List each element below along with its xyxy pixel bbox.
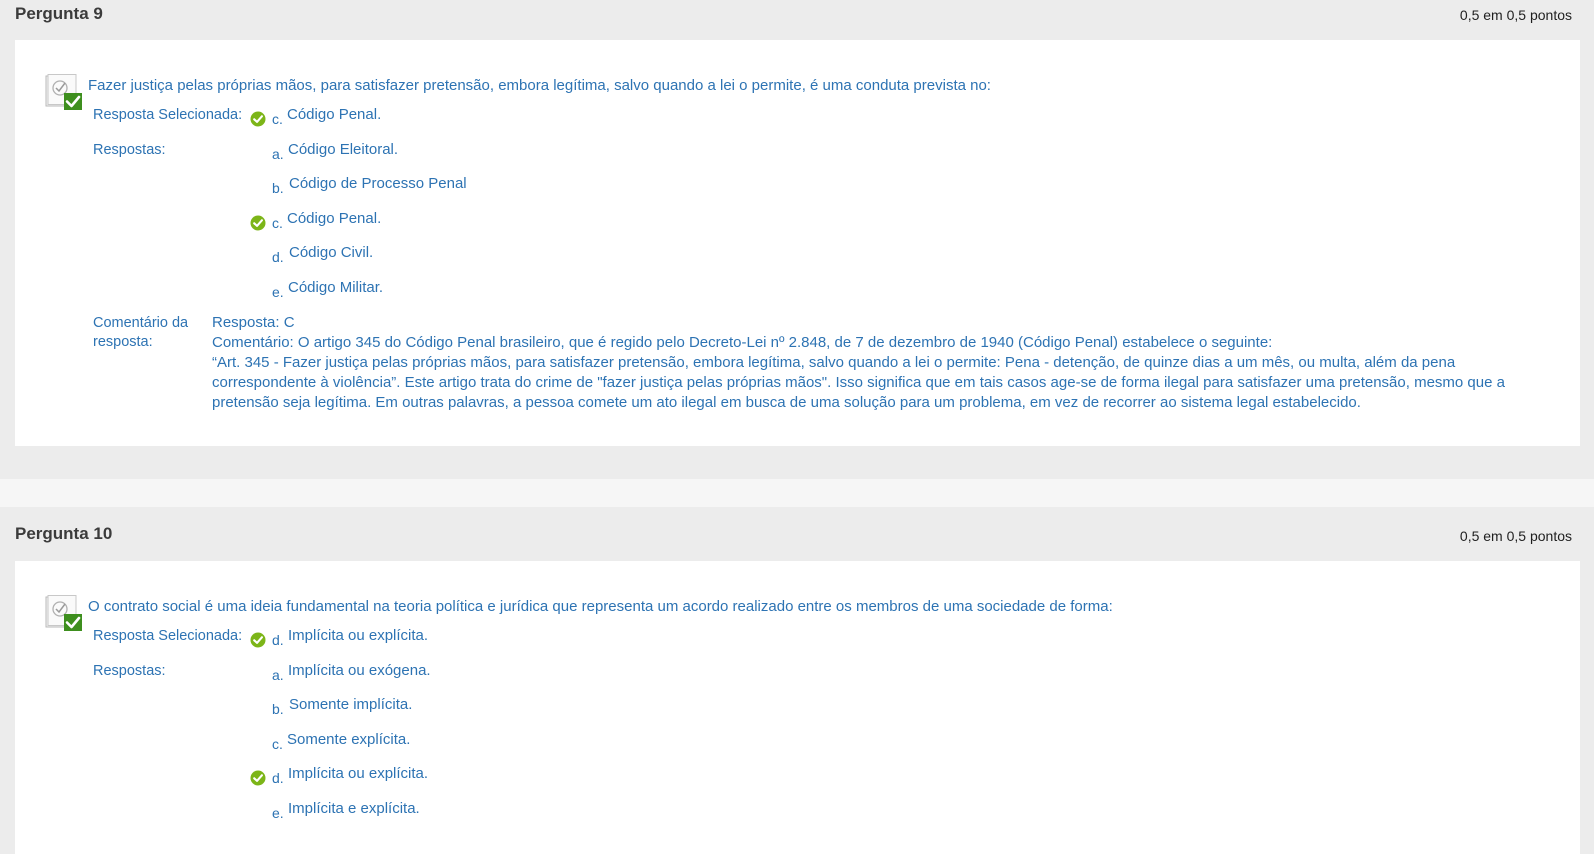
comment-line: Resposta: C (212, 314, 295, 331)
question-points: 0,5 em 0,5 pontos (1459, 7, 1572, 23)
check-circle-icon (250, 770, 266, 786)
check-circle-icon (250, 632, 266, 648)
answer-text: Código Civil. (289, 244, 374, 261)
answer-letter: e. (272, 805, 284, 821)
answer-text: Código Eleitoral. (288, 141, 399, 158)
selected-answer-label: Resposta Selecionada: (93, 107, 243, 123)
answer-text: Código de Processo Penal (289, 175, 467, 192)
answer-text: Código Militar. (288, 279, 384, 296)
question-text: Fazer justiça pelas próprias mãos, para satisfazer pretensão, embora legítima, salvo quando a lei o permite, é uma conduta prevista no: (88, 77, 991, 94)
answer-letter: c. (272, 215, 283, 231)
answer-letter: d. (272, 770, 284, 786)
question-points: 0,5 em 0,5 pontos (1459, 528, 1572, 544)
comment-line: Comentário: O artigo 345 do Código Penal brasileiro, que é regido pelo Decreto-Lei nº 2.848, de 7 de dezembro de 1940 (Código Penal) estabelece o seguinte: (212, 334, 1273, 351)
question-card (15, 40, 1580, 446)
question-card (15, 561, 1580, 861)
question-title: Pergunta 9 (15, 4, 103, 23)
answer-text: Implícita ou exógena. (288, 662, 431, 679)
comment-line: “Art. 345 - Fazer justiça pelas próprias mãos, para satisfazer pretensão, embora legítima, salvo quando a lei o permite: Pena - detenção, de quinze dias a um mês, ou multa, além da pena correspondente à violência”. Este artigo trata do crime de "fazer justiça pelas próprias mãos". Isso significa que em tais casos age-se de forma ilegal para satisfazer uma pretensão, mesmo que a pretensão seja legítima. Em outras palavras, a pessoa comete um ato ilegal em busca de uma solução para um problema, em vez de recorrer ao sistema legal estabelecido. (212, 354, 1505, 411)
answer-text: Implícita ou explícita. (288, 627, 429, 644)
answer-letter: a. (272, 146, 284, 162)
answers-label: Respostas: (93, 142, 166, 158)
answer-text: Somente implícita. (289, 696, 413, 713)
check-circle-icon (250, 111, 266, 127)
answer-letter: e. (272, 284, 284, 300)
answer-letter: a. (272, 667, 284, 683)
answer-comment (212, 313, 1552, 413)
answer-letter: b. (272, 180, 284, 196)
answer-text: Somente explícita. (287, 731, 411, 748)
answer-text: Implícita e explícita. (288, 800, 420, 817)
answer-letter: b. (272, 701, 284, 717)
answer-text: Código Penal. (287, 210, 382, 227)
graded-correct-icon (45, 595, 83, 633)
question-10-block (0, 507, 1594, 854)
question-title: Pergunta 10 (15, 524, 113, 543)
answers-label: Respostas: (93, 663, 166, 679)
check-circle-icon (250, 215, 266, 231)
answer-text: Implícita ou explícita. (288, 765, 429, 782)
answer-text: Código Penal. (287, 106, 382, 123)
question-separator (0, 479, 1594, 507)
answer-letter: d. (272, 249, 284, 265)
comment-label: Comentário da resposta: (93, 315, 189, 350)
answer-letter: c. (272, 736, 283, 752)
selected-answer-label: Resposta Selecionada: (93, 628, 243, 644)
answer-letter: c. (272, 111, 283, 127)
question-text: O contrato social é uma ideia fundamental na teoria política e jurídica que representa um acordo realizado entre os membros de uma sociedade de forma: (88, 598, 1113, 615)
answer-letter: d. (272, 632, 284, 648)
graded-correct-icon (45, 74, 83, 112)
